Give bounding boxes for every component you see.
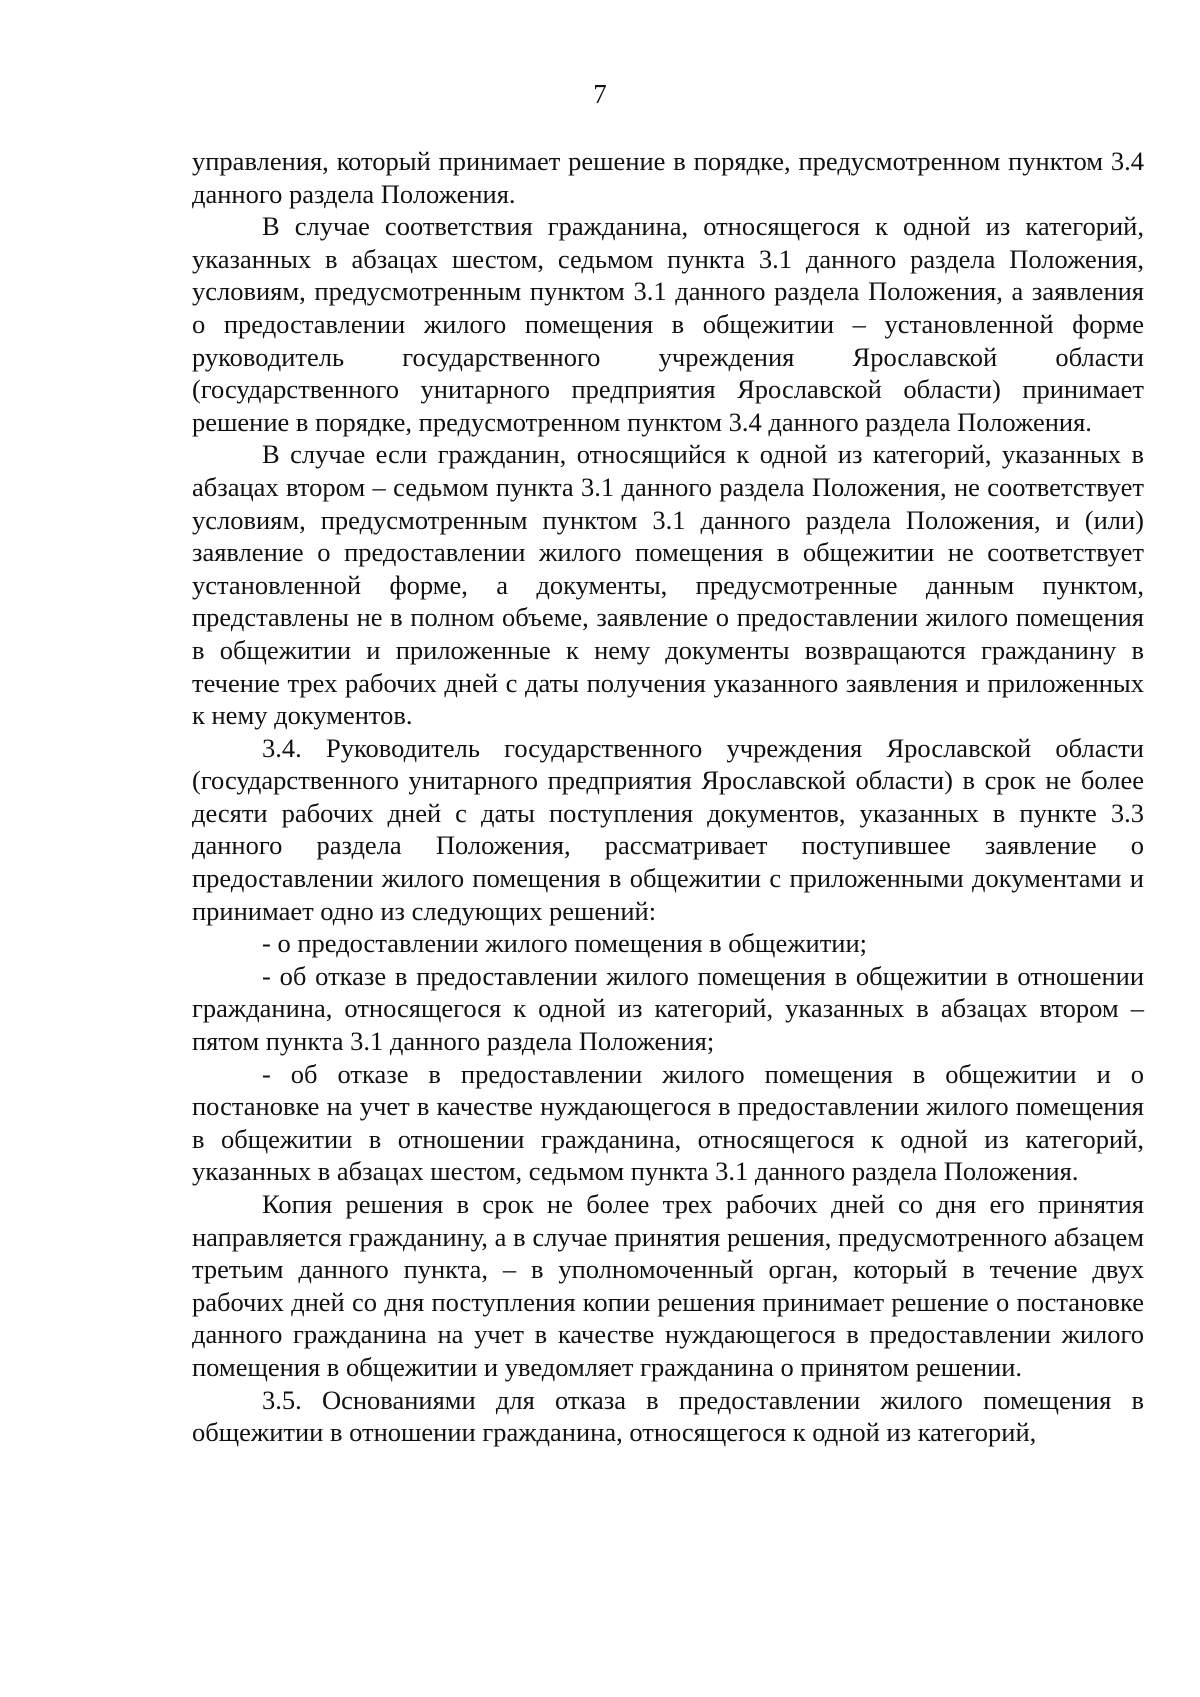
paragraph-decision-copy: Копия решения в срок не более трех рабочих дней со дня его принятия направляется гражданину, а в случае принятия решения, предусмотренного абзацем третьим данного пункта, – в уполномоченный орган, который в течение двух рабочих дней со дня поступления копии решения принимает решение о постановке данного гражданина на учет в качестве нуждающегося в предоставлении жилого помещения в общежитии и уведомляет гражданина о принятом решении. bbox=[192, 1189, 1144, 1382]
document-body bbox=[192, 145, 1144, 1449]
paragraph-section-3-5: 3.5. Основаниями для отказа в предоставлении жилого помещения в общежитии в отношении гражданина, относящегося к одной из категорий, bbox=[192, 1384, 1144, 1448]
paragraph-compliance-case: В случае соответствия гражданина, относящегося к одной из категорий, указанных в абзацах шестом, седьмом пункта 3.1 данного раздела Положения, условиям, предусмотренным пунктом 3.1 данного раздела Положения, а заявления о предоставлении жилого помещения в общежитии – установленной форме руководитель государственного учреждения Ярославской области (государственного унитарного предприятия Ярославской области) принимает решение в порядке, предусмотренном пунктом 3.4 данного раздела Положения. bbox=[192, 211, 1144, 437]
list-item-decision-refusal: - об отказе в предоставлении жилого помещения в общежитии в отношении гражданина, относящегося к одной из категорий, указанных в абзацах втором – пятом пункта 3.1 данного раздела Положения; bbox=[192, 960, 1144, 1057]
page-number: 7 bbox=[593, 79, 607, 109]
paragraph-section-3-4: 3.4. Руководитель государственного учреждения Ярославской области (государственного унитарного предприятия Ярославской области) в срок не более десяти рабочих дней с даты поступления документов, указанных в пункте 3.3 данного раздела Положения, рассматривает поступившее заявление о предоставлении жилого помещения в общежитии с приложенными документами и принимает одно из следующих решений: bbox=[192, 732, 1144, 926]
list-item-decision-grant: - о предоставлении жилого помещения в общежитии; bbox=[262, 928, 867, 959]
paragraph-noncompliance-case: В случае если гражданин, относящийся к одной из категорий, указанных в абзацах втором – седьмом пункта 3.1 данного раздела Положения, не соответствует условиям, предусмотренным пунктом 3.1 данного раздела Положения, и (или) заявление о предоставлении жилого помещения в общежитии не соответствует установленной форме, а документы, предусмотренные данным пунктом, представлены не в полном объеме, заявление о предоставлении жилого помещения в общежитии и приложенные к нему документы возвращаются гражданину в течение трех рабочих дней с даты получения указанного заявления и приложенных к нему документов. bbox=[192, 439, 1144, 731]
paragraph-continuation: управления, который принимает решение в порядке, предусмотренном пунктом 3.4 данного раздела Положения. bbox=[192, 146, 1144, 209]
list-item-decision-refusal-registration: - об отказе в предоставлении жилого помещения в общежитии и о постановке на учет в качестве нуждающегося в предоставлении жилого помещения в общежитии в отношении гражданина, относящегося к одной из категорий, указанных в абзацах шестом, седьмом пункта 3.1 данного раздела Положения. bbox=[192, 1058, 1144, 1187]
